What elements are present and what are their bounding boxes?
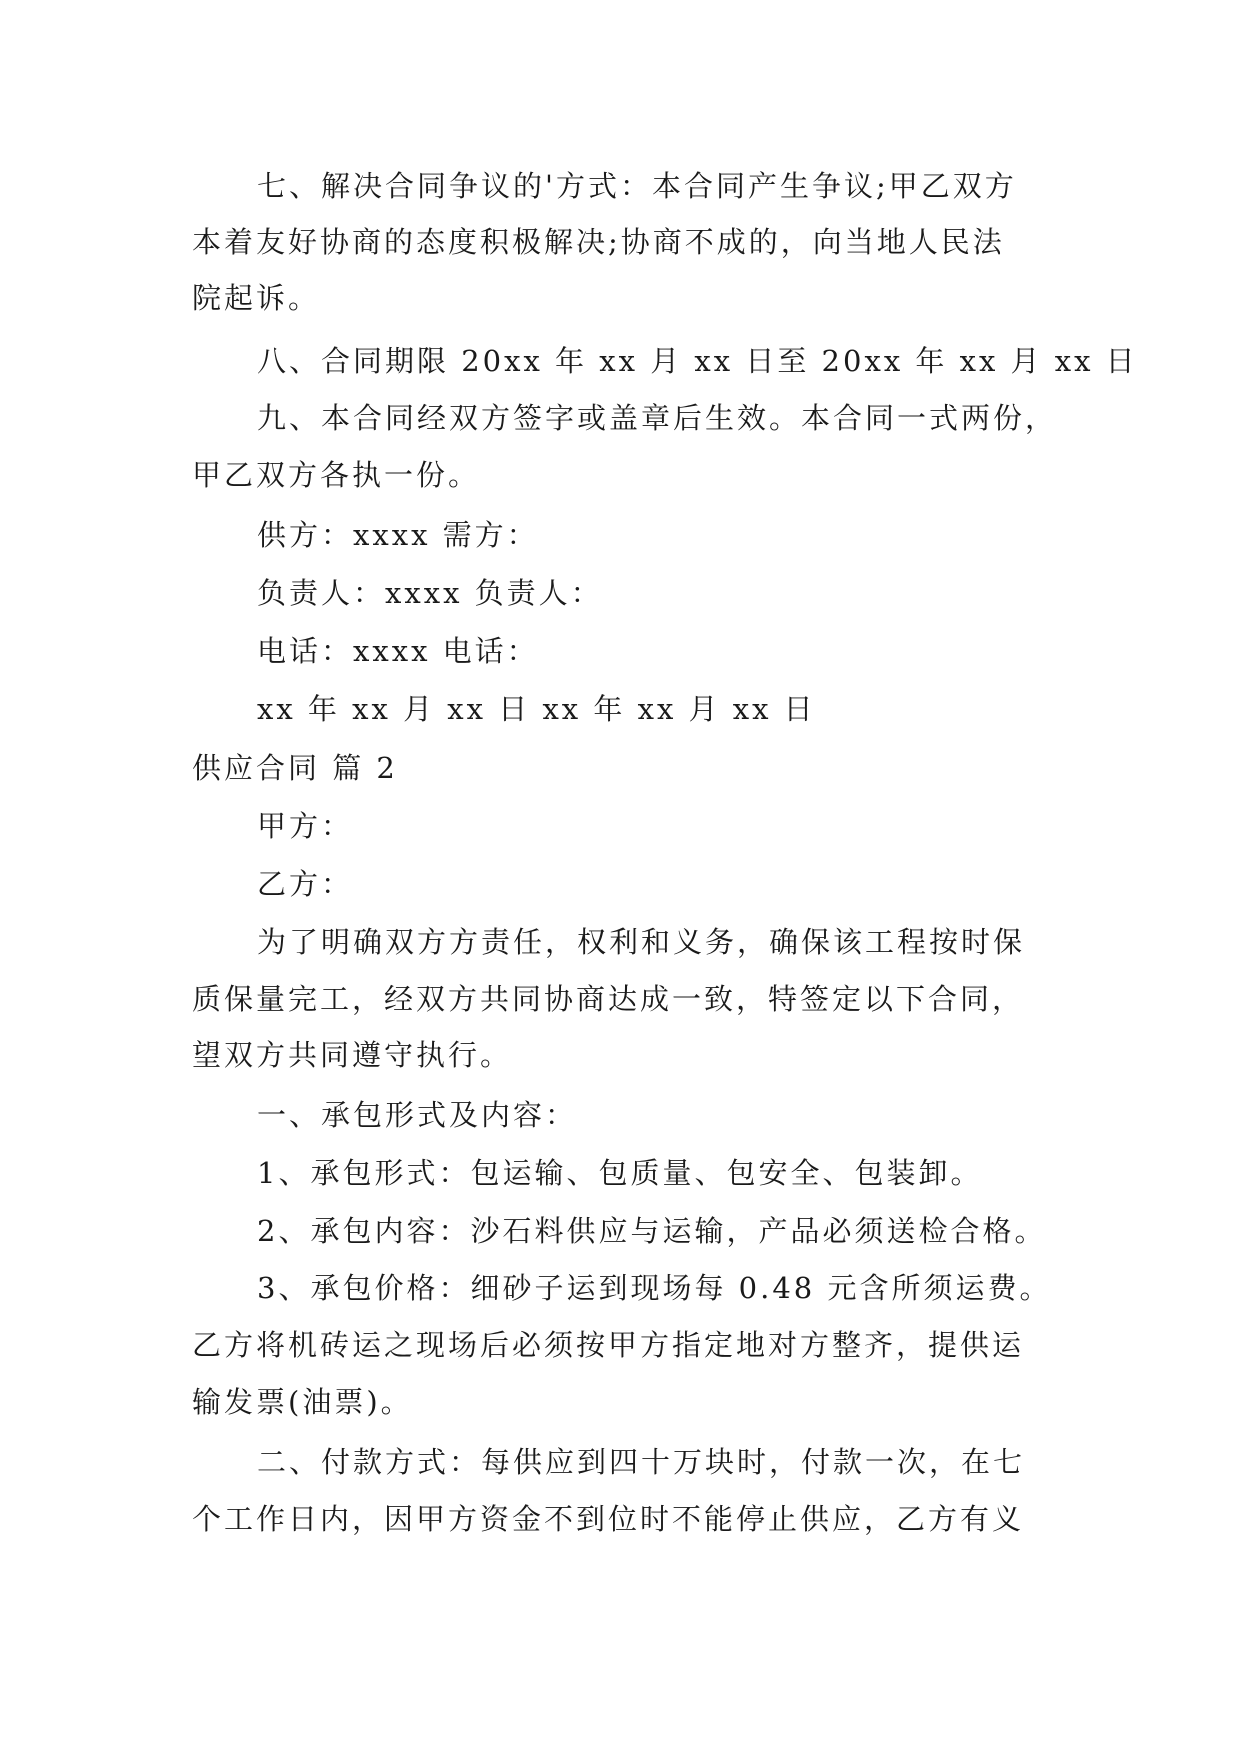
paragraph-line: 3、承包价格：细砂子运到现场每 0.48 元含所须运费。 — [257, 1271, 1052, 1305]
paragraph-line: 供方：xxxx 需方： — [257, 518, 539, 552]
paragraph-line: 为了明确双方方责任，权利和义务，确保该工程按时保 — [257, 925, 1026, 959]
paragraph-line: 七、解决合同争议的'方式：本合同产生争议;甲乙双方 — [257, 169, 1017, 203]
paragraph-line: 甲乙双方各执一份。 — [192, 458, 481, 492]
paragraph-line: 本着友好协商的态度积极解决;协商不成的，向当地人民法 — [192, 225, 1005, 259]
paragraph-line: 甲方： — [257, 809, 354, 843]
paragraph-line: 二、付款方式：每供应到四十万块时，付款一次，在七 — [257, 1445, 1026, 1479]
paragraph-line: 输发票(油票)。 — [192, 1385, 413, 1419]
paragraph-line: 八、合同期限 20xx 年 xx 月 xx 日至 20xx 年 xx 月 xx 日 — [257, 344, 1138, 378]
paragraph-line: 一、承包形式及内容： — [257, 1098, 578, 1132]
paragraph-line: 望双方共同遵守执行。 — [192, 1038, 513, 1072]
paragraph-line: 电话：xxxx 电话： — [257, 634, 539, 668]
paragraph-line: 乙方将机砖运之现场后必须按甲方指定地对方整齐，提供运 — [192, 1328, 1025, 1362]
paragraph-line: 负责人：xxxx 负责人： — [257, 576, 603, 610]
paragraph-line: xx 年 xx 月 xx 日 xx 年 xx 月 xx 日 — [257, 692, 816, 726]
paragraph-line: 院起诉。 — [192, 281, 321, 315]
paragraph-line: 乙方： — [257, 867, 354, 901]
paragraph-line: 1、承包形式：包运输、包质量、包安全、包装卸。 — [257, 1156, 983, 1190]
paragraph-line: 九、本合同经双方签字或盖章后生效。本合同一式两份， — [257, 401, 1058, 435]
paragraph-line: 个工作日内，因甲方资金不到位时不能停止供应，乙方有义 — [192, 1502, 1025, 1536]
paragraph-line: 质保量完工，经双方共同协商达成一致，特签定以下合同， — [192, 982, 1025, 1016]
paragraph-line: 2、承包内容：沙石料供应与运输，产品必须送检合格。 — [257, 1214, 1047, 1248]
section-heading: 供应合同 篇 2 — [192, 751, 398, 785]
